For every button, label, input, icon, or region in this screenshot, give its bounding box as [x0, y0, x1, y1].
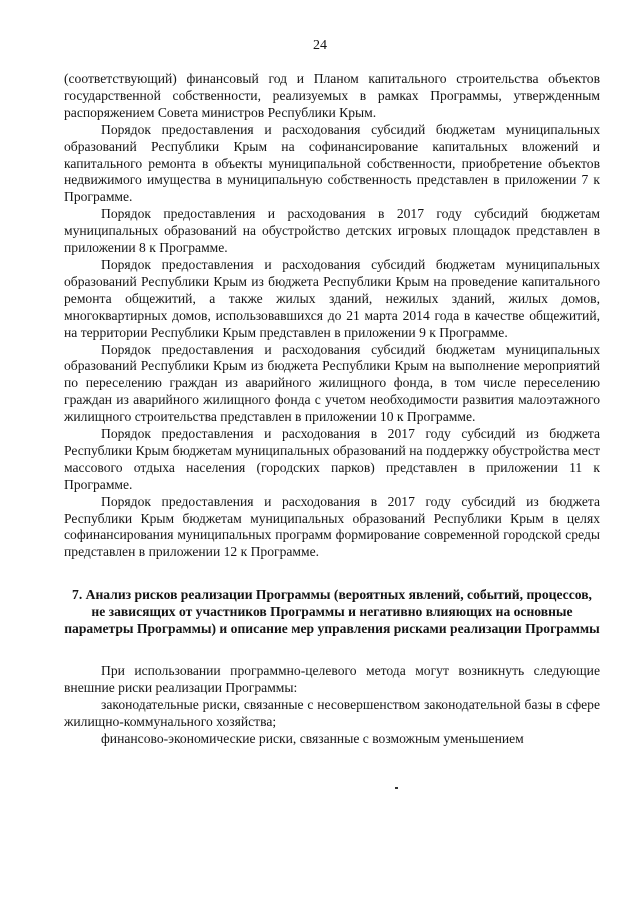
paragraph: Порядок предоставления и расходования субсидий бюджетам муниципальных образований Республики Крым на софинансирование капитальных вложений и капитального ремонта в объекты муниципальной собственности, приобретение объектов недвижимого имущества в муниципальную собственность представлен в приложении 7 к Программе. [64, 121, 600, 205]
paragraph: Порядок предоставления и расходования в 2017 году субсидий бюджетам муниципальных образований на обустройство детских игровых площадок представлен в приложении 8 к Программе. [64, 206, 600, 256]
paragraph: (соответствующий) финансовый год и Планом капитального строительства объектов государственной собственности, реализуемых в рамках Программы, утвержденным распоряжением Совета министров Республики Крым. [64, 71, 600, 120]
paragraph: Порядок предоставления и расходования субсидий бюджетам муниципальных образований Республики Крым из бюджета Республики Крым на проведение капитального ремонта общежитий, а также жилых зданий, нежилых зданий, жилых домов, многоквартирных домов, использовавшихся до 21 марта 2014 года в качестве общежитий, на территории Республики Крым представлен в приложении 9 к Программе. [64, 256, 600, 340]
scan-artifact [395, 787, 398, 789]
section-heading: 7. Анализ рисков реализации Программы (вероятных явлений, событий, процессов, не зависящих от участников Программы и негативно влияющих на основные параметры Программы) и описание мер управления рисками реализации Программы [64, 587, 600, 637]
page-number: 24 [313, 38, 327, 53]
paragraph: Порядок предоставления и расходования в 2017 году субсидий из бюджета Республики Крым бюджетам муниципальных образований Республики Крым в целях софинансирования муниципальных программ формирование современной городской среды представлен в приложении 12 к Программе. [64, 493, 600, 560]
paragraph: При использовании программно-целевого метода могут возникнуть следующие внешние риски реализации Программы: [64, 663, 600, 695]
paragraph: Порядок предоставления и расходования субсидий бюджетам муниципальных образований Республики Крым из бюджета Республики Крым на выполнение мероприятий по переселению граждан из аварийного жилищного фонда, в том числе переселению граждан из аварийного жилищного фонда с учетом необходимости развития малоэтажного жилищного строительства представлен в приложении 10 к Программе. [64, 341, 600, 425]
document-body [64, 71, 600, 748]
paragraph: Порядок предоставления и расходования в 2017 году субсидий из бюджета Республики Крым бюджетам муниципальных образований на поддержку обустройства мест массового отдыха населения (городских парков) представлен в приложении 11 к Программе. [64, 426, 600, 492]
paragraph: финансово-экономические риски, связанные с возможным уменьшением [101, 730, 524, 746]
paragraph: законодательные риски, связанные с несовершенством законодательной базы в сфере жилищно-коммунального хозяйства; [64, 696, 600, 729]
